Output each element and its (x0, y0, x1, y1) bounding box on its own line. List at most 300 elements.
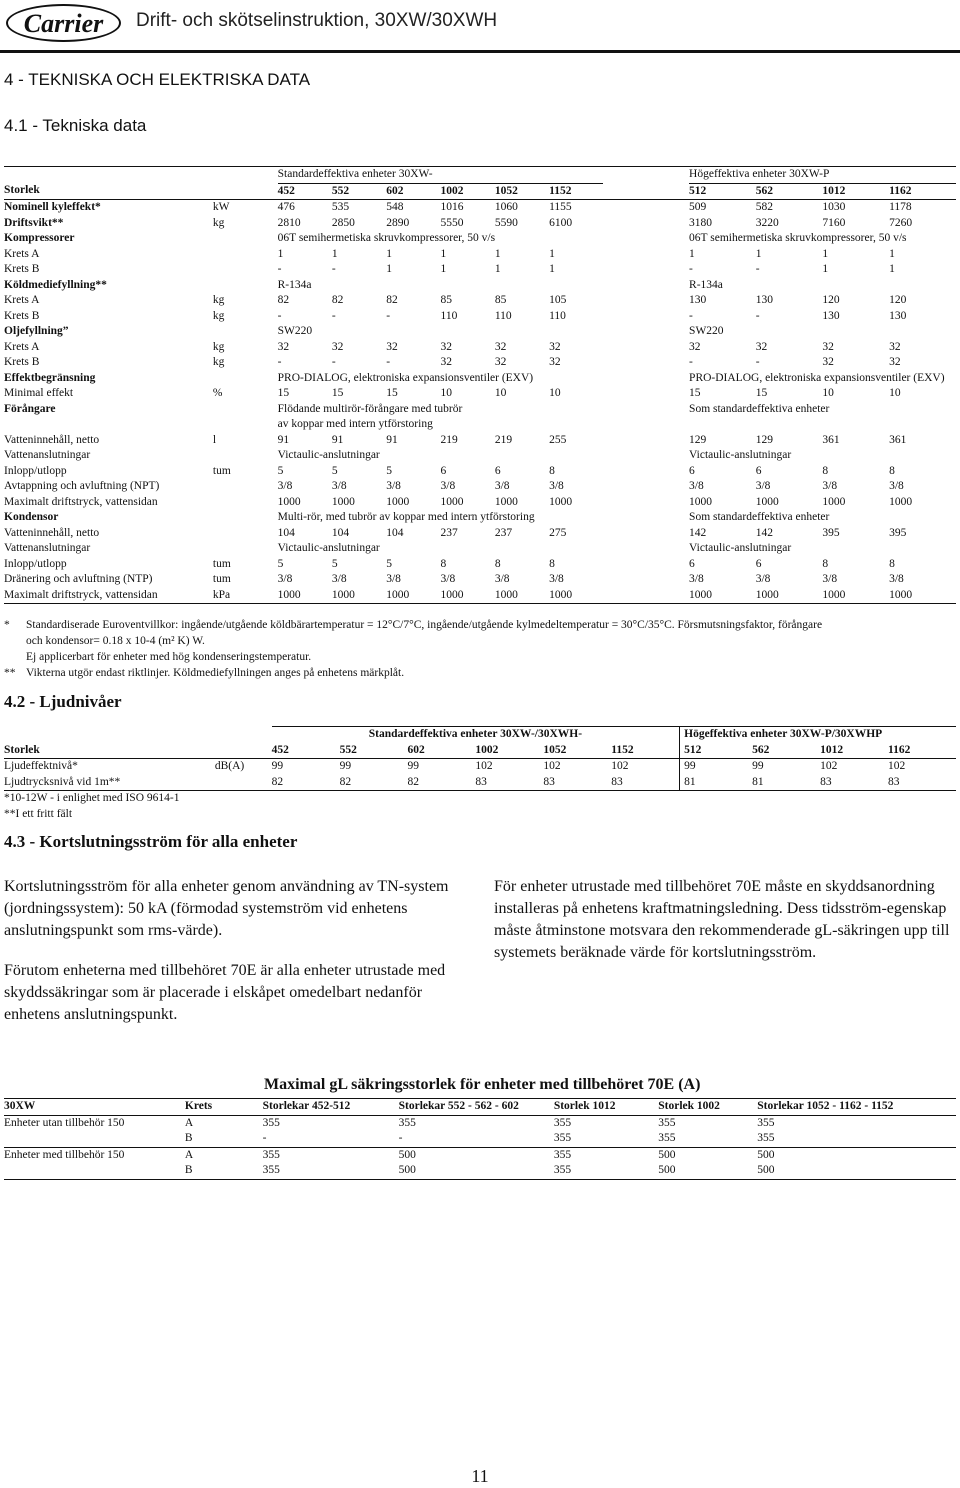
value-cell: - (755, 263, 760, 275)
value-cell: 1 (494, 247, 501, 260)
text-cell: 06T semihermetiska skruvkompressorer, 50 v/s (277, 232, 496, 244)
table-row (4, 1163, 956, 1179)
value-cell: 81 (752, 775, 820, 791)
value-cell: 10 (440, 387, 453, 399)
technical-data-table (4, 166, 956, 604)
value-cell: B (185, 1163, 263, 1179)
value-cell: A (185, 1147, 263, 1163)
column-header: Storlek 1002 (658, 1099, 757, 1116)
value-cell: 104 (277, 526, 295, 539)
value-cell: 120 (889, 294, 907, 306)
row-unit: % (212, 387, 223, 399)
value-cell: 91 (277, 433, 290, 446)
value-cell: 99 (752, 760, 764, 772)
note-text: Standardiserade Euroventvillkor: ingående/utgående köldbärartemperatur = 12°C/7°C, ingående/utgående kylmedeltemperatur = 30°C/35°C. Försmutsningsfaktor, förångare (26, 619, 823, 631)
row-label: Driftsvikt** (4, 216, 64, 229)
fuse-size-table (4, 1098, 956, 1180)
value-cell: 1 (386, 247, 392, 260)
table-row (4, 216, 956, 232)
value-cell: - (689, 263, 693, 275)
value-cell: 1030 (822, 201, 846, 213)
value-cell: 1002 (475, 743, 543, 759)
value-cell: 1000 (495, 588, 549, 604)
row-label: Storlek (4, 743, 215, 759)
value-cell: 1000 (889, 588, 956, 604)
value-cell: 5 (277, 557, 284, 570)
value-cell: 83 (820, 775, 888, 791)
value-cell: 509 (689, 201, 707, 213)
value-cell: 32 (386, 340, 398, 353)
value-cell: 99 (271, 760, 284, 772)
table-cell (603, 557, 689, 573)
row-label: Krets B (4, 309, 40, 322)
value-cell: 82 (331, 294, 344, 306)
value-cell: 6 (689, 557, 695, 570)
value-cell: 5550 (440, 216, 464, 229)
row-unit: tum (212, 557, 231, 570)
text-cell (689, 417, 956, 433)
row-unit (213, 510, 278, 526)
value-cell: 1000 (441, 588, 495, 604)
value-cell: 130 (822, 309, 840, 322)
value-cell: 1155 (549, 201, 572, 213)
value-cell: 1012 (820, 743, 888, 759)
value-cell: 3220 (755, 216, 779, 229)
value-cell: 10 (549, 387, 561, 399)
value-cell: 3/8 (549, 573, 564, 585)
row-label: Krets A (4, 247, 40, 260)
value-cell: 3/8 (755, 480, 771, 492)
text-cell: SW220 (277, 325, 313, 337)
value-cell: 3/8 (440, 480, 456, 492)
value-cell: 8 (549, 464, 555, 477)
value-cell: 355 (658, 1116, 676, 1129)
carrier-logo: Carrier (6, 4, 121, 42)
value-cell: - (398, 1132, 403, 1144)
value-cell: 1000 (332, 588, 386, 604)
table-cell (603, 167, 689, 184)
page-header (0, 0, 960, 46)
value-cell: 130 (889, 309, 907, 322)
note-line (4, 790, 179, 806)
row-unit: kg (212, 294, 225, 306)
value-cell: 1000 (822, 588, 889, 604)
value-cell: 6 (755, 464, 762, 477)
value-cell: - (689, 309, 693, 322)
value-cell: 3/8 (277, 573, 293, 585)
column-header: Storlek 1012 (554, 1099, 658, 1116)
row-unit: kW (212, 201, 230, 213)
value-cell: 110 (549, 309, 566, 322)
table-cell (603, 231, 689, 247)
value-cell: 129 (755, 433, 773, 446)
table-cell (603, 572, 689, 588)
value-cell: 85 (494, 294, 507, 306)
table-row (4, 588, 956, 604)
value-cell: 1052 (543, 743, 611, 759)
value-cell: 8 (889, 464, 895, 477)
value-cell: 1000 (386, 495, 410, 508)
value-cell: 110 (494, 309, 512, 322)
row-label: Vatteninnehåll, netto (4, 526, 100, 539)
row-unit: kg (212, 340, 225, 353)
value-cell: 1002 (441, 183, 495, 200)
value-cell: 395 (889, 526, 907, 539)
value-cell: 142 (689, 526, 707, 539)
row-label: Maximalt driftstryck, vattensidan (4, 588, 213, 604)
row-unit (213, 262, 278, 278)
value-cell: - (277, 263, 282, 275)
value-cell: 548 (386, 201, 404, 213)
value-cell: 1 (549, 247, 555, 260)
row-unit (213, 231, 278, 247)
row-unit (213, 183, 278, 200)
value-cell: 102 (475, 760, 493, 772)
table-cell (603, 324, 689, 340)
row-unit: tum (212, 573, 231, 585)
section-4-heading: 4 - TEKNISKA OCH ELEKTRISKA DATA (4, 70, 311, 89)
sound-levels-notes (4, 790, 179, 822)
value-cell: 32 (889, 356, 901, 368)
value-cell: 3/8 (889, 480, 904, 492)
row-unit (213, 417, 278, 433)
table-row (4, 759, 956, 775)
value-cell: 562 (756, 183, 823, 200)
value-cell: 237 (440, 526, 458, 539)
value-cell: 2810 (277, 216, 301, 229)
row-unit (213, 324, 278, 340)
value-cell: 1 (889, 263, 895, 275)
value-cell: 1 (386, 263, 392, 275)
value-cell: 3180 (689, 216, 713, 229)
text-cell: Victaulic-anslutningar (277, 542, 380, 554)
value-cell: 1 (549, 263, 555, 275)
value-cell: 5 (331, 464, 338, 477)
value-cell: 1000 (494, 495, 518, 508)
row-label: Krets B (4, 356, 40, 368)
text-cell: R-134a (277, 278, 312, 291)
section-4-1-heading: 4.1 - Tekniska data (4, 116, 147, 135)
value-cell: 562 (752, 743, 820, 759)
column-header: 30XW (4, 1099, 185, 1116)
row-label: Avtappning och avluftning (NPT) (4, 480, 160, 492)
value-cell: 1152 (549, 183, 603, 200)
value-cell: 91 (386, 433, 398, 446)
value-cell: 104 (386, 526, 404, 539)
table-row (4, 448, 956, 464)
body-text-right (494, 876, 956, 982)
value-cell: 3/8 (277, 480, 293, 492)
text-cell: Victaulic-anslutningar (689, 542, 792, 554)
value-cell: 5 (331, 557, 338, 570)
text-cell: PRO-DIALOG, elektroniska expansionsventiler (EXV) (277, 371, 534, 384)
value-cell: 7260 (889, 216, 913, 229)
table-row (4, 541, 956, 557)
value-cell: 129 (689, 433, 707, 446)
value-cell: 15 (277, 387, 290, 399)
value-cell: 5590 (494, 216, 518, 229)
value-cell: 512 (680, 743, 752, 759)
table-row (4, 231, 956, 247)
text-cell: PRO-DIALOG, elektroniska expansionsventiler (EXV) (689, 371, 945, 384)
group-header-standard: Standardeffektiva enheter 30XW-/30XWH- (272, 727, 680, 743)
row-label: Minimal effekt (4, 387, 74, 399)
value-cell: 476 (277, 201, 295, 213)
value-cell: 32 (889, 340, 901, 353)
value-cell: 1000 (278, 588, 332, 604)
note-line (4, 806, 179, 822)
table-cell (603, 541, 689, 557)
body-text-left (4, 876, 466, 1044)
value-cell: 10 (822, 387, 834, 399)
note-text: Vikterna utgör endast riktlinjer. Köldmediefyllningen anges på enhetens märkplåt. (26, 667, 405, 679)
group-header-standard: Standardeffektiva enheter 30XW- (278, 167, 604, 184)
value-cell: 1 (889, 247, 895, 260)
row-unit: kPa (213, 588, 278, 604)
column-header: Storlekar 452-512 (263, 1099, 399, 1116)
value-cell: 1000 (549, 495, 573, 508)
value-cell: 1178 (889, 201, 912, 213)
value-cell: - (386, 309, 391, 322)
table-row (4, 557, 956, 573)
row-label: Oljefyllning” (4, 325, 69, 337)
value-cell: 3/8 (440, 573, 456, 585)
value-cell: 361 (822, 433, 840, 446)
row-label: Storlek (4, 183, 213, 200)
row-unit: kg (212, 356, 225, 368)
section-4-2-heading: 4.2 - Ljudnivåer (4, 692, 122, 711)
value-cell: 32 (549, 356, 561, 368)
column-header: Storlekar 552 - 562 - 602 (399, 1099, 554, 1116)
value-cell: 1000 (549, 588, 603, 604)
text-cell: Multi-rör, med tubrör av koppar med intern ytförstoring (277, 511, 535, 523)
row-label: Inlopp/utlopp (4, 557, 67, 570)
table-row (4, 495, 956, 511)
value-cell: - (386, 356, 391, 368)
value-cell: 602 (407, 743, 475, 759)
value-cell: 500 (399, 1163, 554, 1179)
row-label (4, 417, 213, 433)
value-cell: 1 (689, 247, 695, 260)
row-label: Krets A (4, 294, 40, 306)
row-label: Kondensor (4, 511, 59, 523)
row-unit (215, 743, 272, 759)
value-cell: 82 (386, 294, 398, 306)
row-unit: kg (212, 309, 225, 322)
text-cell: 06T semihermetiska skruvkompressorer, 50 v/s (689, 232, 907, 244)
value-cell: 1000 (331, 495, 355, 508)
value-cell: 32 (277, 340, 290, 353)
value-cell: 102 (543, 760, 561, 772)
value-cell: 255 (549, 433, 567, 446)
value-cell: 355 (757, 1116, 775, 1129)
value-cell: 120 (822, 294, 840, 306)
value-cell: 8 (822, 464, 829, 477)
note-marker: ** (4, 667, 16, 679)
table-row (4, 183, 956, 200)
value-cell: 83 (543, 775, 611, 791)
table-cell (603, 262, 689, 278)
value-cell: 1 (494, 263, 501, 275)
row-label: Krets B (4, 263, 40, 275)
value-cell: 1152 (611, 743, 679, 759)
value-cell: 275 (549, 526, 567, 539)
row-unit (213, 278, 278, 294)
value-cell: 3/8 (822, 573, 838, 585)
text-cell: Som standardeffektiva enheter (689, 511, 830, 523)
value-cell: 91 (331, 433, 344, 446)
value-cell: 8 (440, 557, 447, 570)
value-cell: 500 (399, 1147, 554, 1163)
value-cell: 32 (755, 340, 768, 353)
value-cell: 82 (340, 775, 408, 791)
value-cell: - (689, 356, 693, 368)
value-cell: 1012 (822, 183, 889, 200)
row-unit (213, 402, 278, 418)
table-cell (603, 293, 689, 309)
value-cell: 10 (889, 387, 901, 399)
row-label: Köldmediefyllning** (4, 278, 107, 291)
group-header-high: Högeffektiva enheter 30XW-P (689, 167, 956, 184)
text-cell: Flödande multirör-förångare med tubrör (277, 402, 463, 415)
table-row (4, 433, 956, 449)
table-cell (603, 278, 689, 294)
table-cell (603, 510, 689, 526)
row-unit: dB(A) (214, 760, 245, 772)
value-cell: - (331, 309, 336, 322)
value-cell: 3/8 (889, 573, 904, 585)
value-cell: 552 (332, 183, 386, 200)
value-cell: 452 (278, 183, 332, 200)
value-cell: 8 (822, 557, 829, 570)
value-cell: 355 (554, 1163, 658, 1179)
value-cell: 1162 (889, 183, 956, 200)
value-cell: 355 (263, 1163, 399, 1179)
section-4-3-heading: 4.3 - Kortslutningsström för alla enheter (4, 832, 298, 851)
table-row (4, 510, 956, 526)
value-cell: 1000 (689, 588, 756, 604)
table-cell (603, 340, 689, 356)
table-row (4, 572, 956, 588)
value-cell: 85 (440, 294, 453, 306)
value-cell: 105 (549, 294, 567, 306)
value-cell: 110 (440, 309, 458, 322)
value-cell: 1000 (822, 495, 846, 508)
table-row (4, 278, 956, 294)
value-cell: 5 (386, 464, 392, 477)
value-cell: 500 (658, 1163, 757, 1179)
value-cell: 83 (888, 775, 956, 791)
value-cell: 32 (689, 340, 701, 353)
row-label: Dränering och avluftning (NTP) (4, 573, 153, 585)
note-text: 10-12W - i enlighet med ISO 9614-1 (9, 792, 180, 804)
row-label: Nominell kyleffekt* (4, 201, 101, 213)
table-cell (603, 433, 689, 449)
value-cell: 3/8 (386, 480, 401, 492)
value-cell: 3/8 (331, 573, 347, 585)
row-unit (213, 448, 278, 464)
value-cell: A (184, 1116, 194, 1129)
value-cell: 355 (658, 1132, 676, 1144)
value-cell: 142 (755, 526, 773, 539)
paragraph: Förutom enheterna med tillbehöret 70E är alla enheter utrustade med skyddssäkringar som är placerade i elskåpet omedelbart nedanför enhetens anslutningspunkt. (4, 962, 446, 1023)
value-cell: 395 (822, 526, 840, 539)
value-cell: 1 (440, 263, 447, 275)
value-cell: 32 (440, 356, 453, 368)
value-cell: 355 (554, 1147, 658, 1163)
value-cell: 1000 (386, 588, 440, 604)
table-cell (603, 386, 689, 402)
table-row (4, 309, 956, 325)
value-cell: 6100 (549, 216, 573, 229)
row-label: Vattenanslutningar (4, 542, 91, 554)
row-label: Vattenanslutningar (4, 449, 91, 461)
value-cell: 237 (494, 526, 513, 539)
table-row (4, 247, 956, 263)
row-label: Maximalt driftstryck, vattensidan (4, 495, 158, 508)
table-row (4, 464, 956, 480)
table-row (4, 526, 956, 542)
paragraph: För enheter utrustade med tillbehöret 70E måste en skyddsanordning installeras på enhetens kraftmatningsledning. Dess tidsström-egenskap måste åtminstone motsvara den rekommenderade gL-säkringen upp till systemets beräknade värde för kortslutningsström. (494, 878, 950, 961)
table-row (4, 293, 956, 309)
table-cell (603, 526, 689, 542)
value-cell (4, 1163, 185, 1179)
table-row (4, 479, 956, 495)
value-cell: 2890 (386, 216, 410, 229)
value-cell: 355 (757, 1132, 775, 1144)
value-cell: 81 (680, 775, 752, 791)
value-cell: 82 (407, 775, 475, 791)
table-cell (603, 200, 689, 216)
value-cell: 102 (820, 760, 838, 772)
value-cell: 500 (658, 1147, 757, 1163)
row-unit (213, 247, 278, 263)
value-cell: 15 (331, 387, 344, 399)
table-cell (4, 167, 213, 184)
table-cell (603, 402, 689, 418)
table-cell (603, 183, 689, 200)
row-unit (213, 479, 278, 495)
note-marker (4, 633, 26, 649)
value-cell: 3/8 (494, 573, 510, 585)
value-cell: 3/8 (689, 480, 704, 492)
value-cell: 104 (331, 526, 350, 539)
value-cell: 1060 (494, 201, 518, 213)
column-header: Storlekar 1052 - 1162 - 1152 (757, 1099, 956, 1116)
value-cell: 32 (494, 356, 507, 368)
value-cell: 102 (888, 760, 906, 772)
note-text: och kondensor= 0.18 x 10-4 (m² K) W. (26, 635, 205, 647)
value-cell: 102 (611, 760, 629, 772)
value-cell: 130 (689, 294, 707, 306)
table-row (4, 371, 956, 387)
table-cell (603, 247, 689, 263)
value-cell: - (262, 1132, 267, 1144)
value-cell: 99 (407, 760, 419, 772)
value-cell: 602 (386, 183, 440, 200)
note-marker: ** (4, 808, 16, 820)
value-cell: 552 (340, 743, 408, 759)
value-cell: 361 (889, 433, 907, 446)
value-cell: - (277, 309, 282, 322)
row-unit (215, 775, 272, 791)
value-cell: 8 (889, 557, 895, 570)
value-cell: 32 (822, 356, 834, 368)
row-unit: kg (212, 216, 225, 229)
table-cell (603, 588, 689, 604)
value-cell: 10 (494, 387, 507, 399)
value-cell: 1000 (755, 495, 779, 508)
